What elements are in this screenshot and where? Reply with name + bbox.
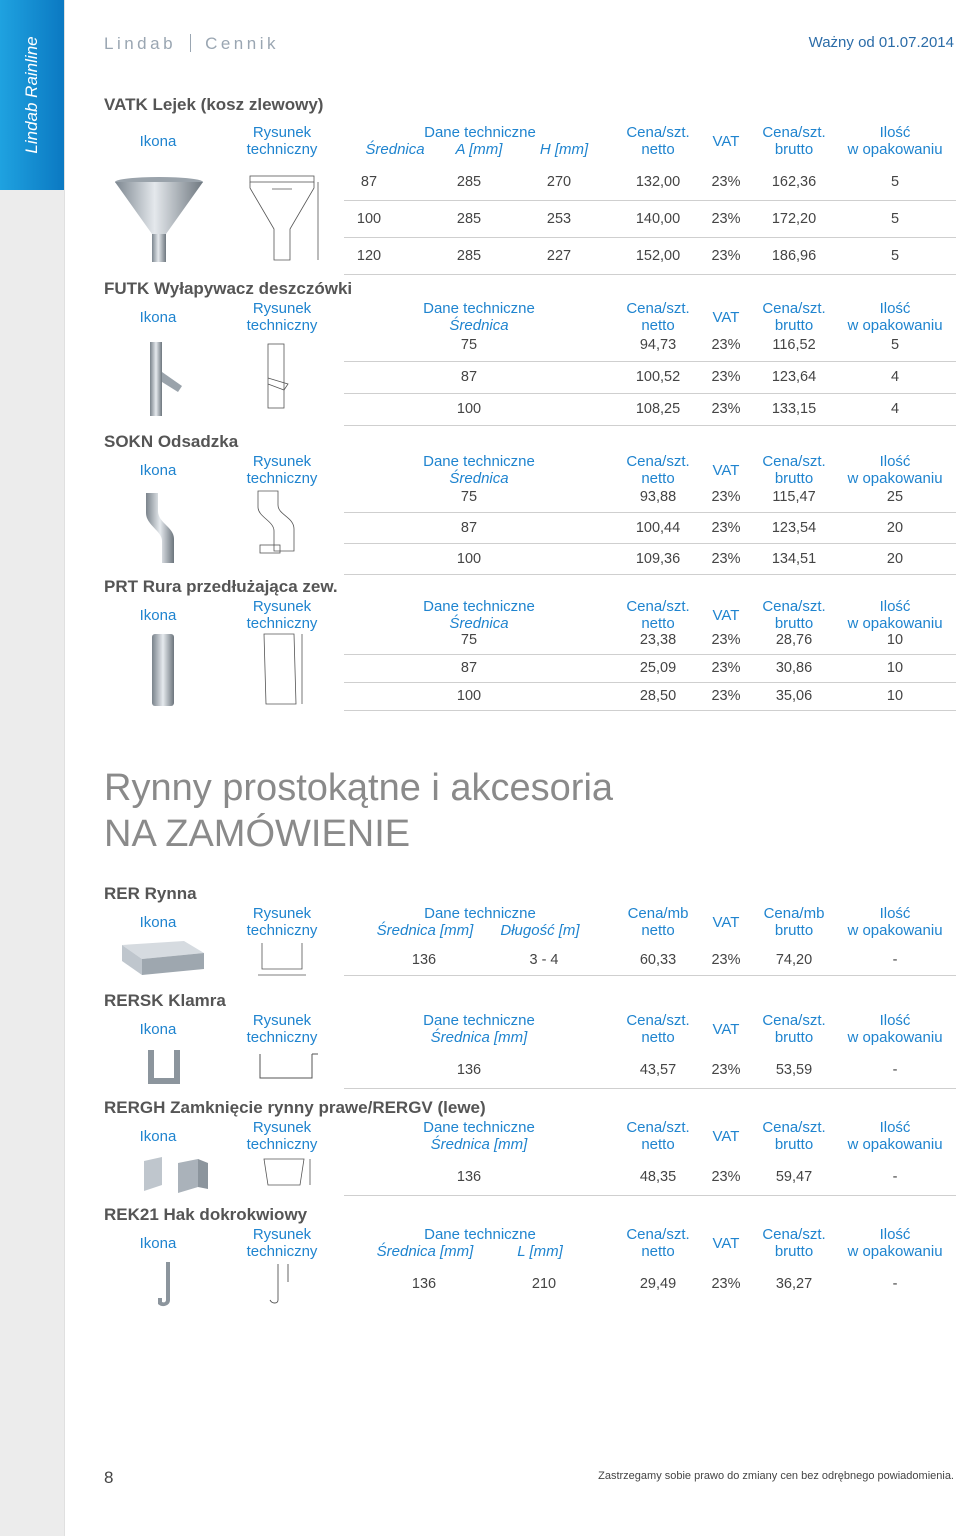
col-ilosc: Ilość w opakowaniu: [847, 124, 943, 158]
data-table: [344, 482, 956, 575]
table-row: 100 28,50 23% 35,06 10: [344, 682, 956, 711]
section-title: REK21 Hak dokrokwiowy: [104, 1205, 308, 1224]
page-number: 8: [104, 1468, 114, 1487]
section-title: RERGH Zamknięcie rynny prawe/RERGV (lewe): [104, 1098, 486, 1117]
technical-drawing-rersk: [254, 1050, 324, 1091]
data-table: [344, 164, 956, 275]
section-futk: [104, 278, 956, 417]
sidebar: [0, 0, 65, 1536]
table-row: 100 285 253 140,00 23% 172,20 5: [344, 200, 956, 237]
section-rek21: [104, 1204, 956, 1292]
data-table: [344, 1159, 956, 1196]
product-icon-rersk: [144, 1048, 184, 1093]
footer-note: Zastrzegamy sobie prawo do zmiany cen bez odrębnego powiadomienia.: [598, 1470, 954, 1482]
table-row: 100 108,25 23% 133,15 4: [344, 393, 956, 426]
section-title: RERSK Klamra: [104, 991, 226, 1010]
brand-doc: Cennik: [205, 34, 279, 53]
column-header: Ikona Rysunek techniczny Dane techniczne Średnica [mm] Długość [m] Cena/mb netto VAT Cena/mb brutto Ilość w opakowaniu: [139, 905, 943, 939]
column-header: Ikona Rysunek techniczny Dane techniczne Średnica Cena/szt. netto VAT Cena/szt. brutto Ilość w opakowaniu: [139, 453, 943, 487]
column-header: [104, 124, 956, 164]
table-row: 87 100,44 23% 123,54 20: [344, 512, 956, 543]
product-icon-prt: [144, 634, 184, 713]
col-ikona: Ikona: [139, 133, 177, 150]
section-title: RER Rynna: [104, 884, 197, 903]
technical-drawing-futk: [254, 342, 304, 417]
data-table: [344, 1052, 956, 1089]
technical-drawing-rer: [254, 937, 314, 984]
sidebar-band: [0, 0, 64, 190]
table-row: 136 3 - 4 60,33 23% 74,20 -: [344, 945, 956, 976]
table-row: 136 43,57 23% 53,59 -: [344, 1052, 956, 1089]
table-row: 75 93,88 23% 115,47 25: [460, 489, 904, 505]
brand-name: Lindab: [104, 34, 177, 53]
product-icon-rergh: [142, 1155, 212, 1200]
section-title: SOKN Odsadzka: [104, 432, 239, 451]
category-title: Rynny prostokątne i akcesoria NA ZAMÓWIENIE: [104, 767, 614, 855]
table-row: 100 109,36 23% 134,51 20: [344, 543, 956, 575]
table-row: 136 48,35 23% 59,47 -: [344, 1159, 956, 1196]
section-title: VATK Lejek (kosz zlewowy): [104, 95, 324, 114]
col-rysunek: Rysunek techniczny: [246, 124, 318, 158]
data-table: [344, 627, 956, 711]
data-table: [344, 945, 956, 976]
product-icon-vatk: [104, 176, 214, 271]
table-row: 75 23,38 23% 28,76 10: [460, 632, 904, 648]
table-row: 87 100,52 23% 123,64 4: [344, 361, 956, 393]
col-cena-brutto: Cena/szt. brutto: [762, 124, 826, 158]
table-row: 87 285 270 132,00 23% 162,36 5: [360, 174, 900, 190]
col-vat: VAT: [712, 133, 740, 150]
column-header: Ikona Rysunek techniczny Dane techniczne Średnica [mm] Cena/szt. netto VAT Cena/szt. brutto Ilość w opakowaniu: [139, 1119, 943, 1153]
header-brand: [104, 34, 279, 54]
section-rergh: [104, 1097, 956, 1185]
valid-date: Ważny od 01.07.2014: [808, 34, 954, 51]
product-icon-rek21: [144, 1262, 184, 1315]
table-row: 120 285 227 152,00 23% 186,96 5: [344, 237, 956, 275]
column-header: Ikona Rysunek techniczny Dane techniczne Średnica Cena/szt. netto VAT Cena/szt. brutto Ilość w opakowaniu: [139, 598, 943, 632]
section-rer: [104, 883, 956, 968]
column-header: Ikona Rysunek techniczny Dane techniczne Średnica Cena/szt. netto VAT Cena/szt. brutto Ilość w opakowaniu: [139, 300, 943, 334]
data-table: [344, 1266, 956, 1302]
section-title: FUTK Wyłapywacz deszczówki: [104, 279, 353, 298]
table-row: 87 25,09 23% 30,86 10: [344, 654, 956, 682]
section-rersk: [104, 990, 956, 1078]
column-header: Ikona Rysunek techniczny Dane techniczne Średnica [mm] Cena/szt. netto VAT Cena/szt. brutto Ilość w opakowaniu: [139, 1012, 943, 1046]
technical-drawing-sokn: [244, 487, 314, 562]
section-vatk: [104, 94, 956, 264]
column-header: Ikona Rysunek techniczny Dane techniczne Średnica [mm] L [mm] Cena/szt. netto VAT Cena/szt. brutto Ilość w opakowaniu: [139, 1226, 943, 1260]
col-cena-netto: Cena/szt. netto: [626, 124, 690, 158]
product-icon-rer: [120, 939, 206, 984]
sidebar-label: Lindab Rainline: [22, 36, 41, 154]
table-row: 136 210 29,49 23% 36,27 -: [411, 1276, 898, 1292]
technical-drawing-rek21: [264, 1262, 314, 1313]
technical-drawing-rergh: [254, 1155, 324, 1198]
section-sokn: [104, 431, 956, 567]
section-title: PRT Rura przedłużająca zew.: [104, 577, 338, 596]
table-row: 75 94,73 23% 116,52 5: [460, 337, 900, 353]
col-dane: Dane techniczne Średnica A [mm] H [mm]: [365, 124, 589, 158]
section-prt: [104, 576, 956, 704]
data-table: [344, 330, 956, 426]
product-icon-sokn: [134, 493, 194, 570]
technical-drawing-vatk: [244, 174, 324, 269]
product-icon-futk: [134, 342, 194, 423]
technical-drawing-prt: [254, 632, 314, 711]
